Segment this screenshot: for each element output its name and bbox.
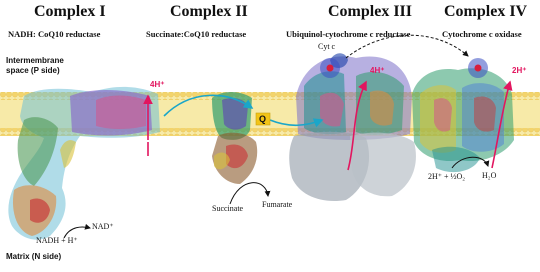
complex-iii-subtitle: Ubiquinol-cytochrome c reductase: [286, 29, 411, 39]
fumarate-label: Fumarate: [262, 200, 293, 209]
complex-i-subtitle: NADH: CoQ10 reductase: [8, 29, 101, 39]
water-label: H₂O: [482, 171, 497, 180]
intermembrane-label: Intermembrane: [6, 56, 64, 65]
succinate-label: Succinate: [212, 204, 244, 213]
ubiquinone-label: Q: [259, 114, 267, 124]
intermembrane-space-label: space (P side): [6, 66, 60, 75]
cytochrome-c-right: [468, 58, 488, 78]
nadh-label: NADH + H⁺: [36, 236, 78, 245]
complex-iv-title: Complex IV: [444, 3, 528, 20]
complex-ii-protein: [212, 92, 257, 184]
oxygen-reaction-label: 2H⁺ + ½O₂: [428, 172, 466, 181]
cyt-c-label: Cyt c: [318, 42, 336, 51]
complex-ii-title: Complex II: [170, 3, 248, 20]
complex-iv-subtitle: Cytochrome c oxidase: [442, 29, 522, 39]
complex-i-protein: [8, 87, 160, 240]
complex-ii-subtitle: Succinate:CoQ10 reductase: [146, 29, 247, 39]
matrix-label: Matrix (N side): [6, 252, 62, 261]
proton-label-complex-iii: 4H⁺: [370, 66, 385, 75]
complex-iii-title: Complex III: [328, 3, 413, 20]
proton-label-complex-iv: 2H⁺: [512, 66, 527, 75]
cytochrome-c-left: [320, 58, 340, 78]
complex-iii-protein: [289, 53, 416, 201]
nad-label: NAD⁺: [92, 222, 114, 231]
complex-i-title: Complex I: [34, 3, 106, 20]
proton-label-complex-i: 4H⁺: [150, 80, 165, 89]
complex-iv-protein: [412, 68, 514, 172]
